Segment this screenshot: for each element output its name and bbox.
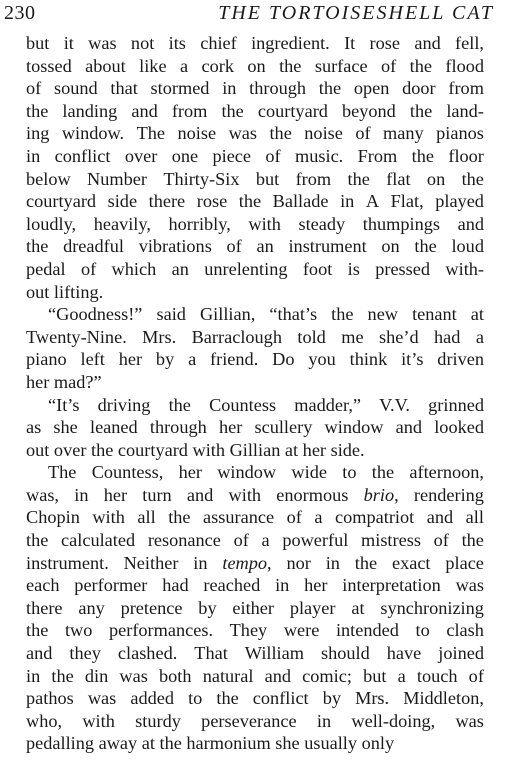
text-line: “It’s driving the Countess madder,” V.V. grinned bbox=[48, 394, 484, 415]
text-line: loudly, heavily, horribly, with steady thumpings and bbox=[26, 213, 484, 234]
text-line: in the din was both natural and comic; but a touch of bbox=[26, 665, 484, 686]
text-line: “Goodness!” said Gillian, “that’s the new tenant at bbox=[48, 304, 484, 325]
text-line: Twenty-Nine. Mrs. Barraclough told me she’d had a bbox=[26, 326, 484, 347]
paragraph bbox=[26, 394, 484, 462]
text-line: the calculated resonance of a powerful mistress of the bbox=[26, 530, 484, 551]
text-line: below Number Thirty-Six but from the flat on the bbox=[26, 168, 484, 189]
text-line: tossed about like a cork on the surface of the flood bbox=[26, 55, 484, 76]
text-line: Chopin with all the assurance of a compatriot and all bbox=[26, 507, 484, 528]
text-line: pedal of which an unrelenting foot is pressed with- bbox=[26, 258, 484, 279]
text-line: the dreadful vibrations of an instrument on the loud bbox=[26, 236, 484, 257]
text-line: out lifting. bbox=[26, 281, 104, 302]
text-line: courtyard side there rose the Ballade in A Flat, played bbox=[26, 191, 484, 212]
text-line: pathos was added to the conflict by Mrs. Middleton, bbox=[26, 688, 484, 709]
text-line: out over the courtyard with Gillian at her side. bbox=[26, 439, 365, 460]
text-line: who, with sturdy perseverance in well-doing, was bbox=[26, 710, 484, 731]
text-line: instrument. Neither in tempo, nor in the exact place bbox=[26, 552, 484, 573]
text-line: each performer had reached in her interpretation was bbox=[26, 575, 484, 596]
paragraph bbox=[26, 461, 484, 755]
body-text bbox=[26, 32, 484, 755]
running-head: THE TORTOISESHELL CAT bbox=[218, 2, 494, 24]
text-line: and they clashed. That William should have joined bbox=[26, 643, 484, 664]
text-line: the two performances. They were intended to clash bbox=[26, 620, 484, 641]
text-line: in conflict over one piece of music. From the floor bbox=[26, 145, 484, 166]
text-line: of sound that stormed in through the open door from bbox=[26, 78, 484, 99]
paragraph bbox=[26, 303, 484, 393]
text-line: there any pretence by either player at synchronizing bbox=[26, 597, 484, 618]
text-line: but it was not its chief ingredient. It rose and fell, bbox=[26, 33, 484, 53]
paragraph bbox=[26, 32, 484, 303]
text-line: ing window. The noise was the noise of many pianos bbox=[26, 123, 484, 144]
page-header bbox=[4, 2, 494, 26]
text-line: her mad?” bbox=[26, 371, 102, 392]
text-line: the landing and from the courtyard beyond the land- bbox=[26, 100, 484, 121]
text-line: was, in her turn and with enormous brio, rendering bbox=[26, 484, 484, 505]
text-line: as she leaned through her scullery window and looked bbox=[26, 417, 484, 438]
text-line: The Countess, her window wide to the afternoon, bbox=[48, 462, 484, 483]
text-line: pedalling away at the harmonium she usually only bbox=[26, 733, 395, 754]
page-number: 230 bbox=[4, 2, 36, 24]
text-line: piano left her by a friend. Do you think it’s driven bbox=[26, 349, 484, 370]
